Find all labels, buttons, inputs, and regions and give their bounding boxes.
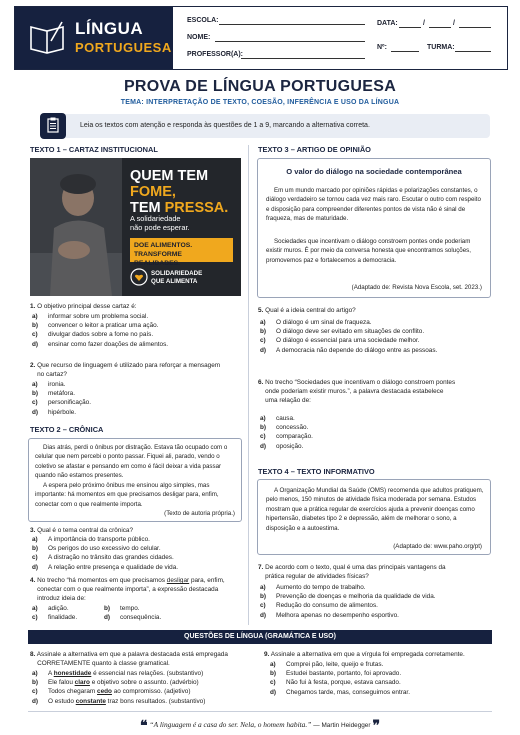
q3-options [32, 535, 242, 572]
q1-options [32, 312, 242, 349]
data-day-field[interactable] [399, 27, 421, 28]
question-6: 6. No trecho “Sociedades que incentivam o diálogo constroem pontes onde poderiam existir muros.”, a palavra destacada estabelece uma relação de: [258, 379, 456, 404]
q1-option-d[interactable]: d) ensinar como fazer doações de alimentos. [32, 340, 169, 348]
grammar-section-heading: QUESTÕES DE LÍNGUA (GRAMÁTICA E USO) [28, 630, 492, 644]
poster-photo [30, 158, 122, 296]
footer-divider [28, 711, 492, 712]
turma-label: TURMA: [427, 44, 455, 51]
q8-option-d[interactable]: d) O estudo constante traz bons resultados. (substantivo) [32, 697, 206, 705]
instruction-bar [42, 114, 490, 138]
texto3-source: (Adaptado de: Revista Nova Escola, set. 2023.) [351, 284, 482, 291]
q5-options [260, 318, 492, 355]
poster [30, 158, 241, 296]
q2-option-a[interactable]: a) ironia. [32, 381, 66, 388]
texto3-p2: Sociedades que incentivam o diálogo constroem pontes onde poderiam existir muros. É por meio da conversa honesta que encontramos soluções, promovemos paz e fortalecemos a democracia. [266, 238, 471, 264]
q7-option-a[interactable]: a) Aumento do tempo de trabalho. [260, 584, 366, 591]
q9-option-a[interactable]: a) Comprei pão, leite, queijo e frutas. [270, 661, 384, 668]
question-3: 3. Qual é o tema central da crônica? [30, 527, 134, 534]
q8-option-c[interactable]: c) Todos chegaram cedo ao compromisso. (adjetivo) [32, 688, 191, 696]
clipboard-icon [40, 113, 66, 139]
question-7: 7. De acordo com o texto, qual é uma das principais vantagens da prática regular de atividades físicas? [258, 564, 446, 580]
professor-field[interactable] [241, 58, 365, 59]
close-quote-icon: ❞ [372, 717, 380, 733]
question-9: 9. Assinale a alternativa em que a vírgula foi empregada corretamente. [264, 651, 465, 658]
q6-option-b[interactable]: b) concessão. [260, 424, 309, 432]
numero-label: Nº: [377, 44, 387, 51]
instruction-text: Leia os textos com atenção e responda às questões de 1 a 9, marcando a alternativa correta. [80, 122, 370, 129]
footer-quote [0, 717, 520, 734]
logo [15, 7, 173, 69]
q3-option-a[interactable]: a) A importância do transporte público. [32, 536, 150, 543]
texto2-source: (Texto de autoria própria.) [164, 510, 235, 517]
q2-option-b[interactable]: b) metáfora. [32, 390, 75, 398]
logo-line1: LÍNGUA [75, 19, 144, 38]
question-4: 4. No trecho “há momentos em que precisamos desligar para, enfim, conectar com o que realmente importa”, a expressão destacada introduz ideia de: [30, 577, 225, 602]
q1-option-c[interactable]: c) divulgar dados sobre a fome no país. [32, 331, 154, 339]
q4-option-d[interactable]: d) consequência. [104, 614, 162, 622]
texto1-heading: TEXTO 1 – CARTAZ INSTITUCIONAL [30, 145, 158, 154]
data-month-field[interactable] [429, 27, 451, 28]
question-1: 1. O objetivo principal desse cartaz é: [30, 303, 137, 310]
texto2-box [28, 438, 242, 522]
q5-option-a[interactable]: a) O diálogo é um sinal de fraqueza. [260, 319, 372, 326]
q2-options [32, 380, 242, 417]
page-title: PROVA DE LÍNGUA PORTUGUESA [123, 78, 397, 95]
q6-option-c[interactable]: c) comparação. [260, 433, 313, 441]
q3-option-d[interactable]: d) A relação entre presença e qualidade de vida. [32, 563, 179, 571]
escola-label: ESCOLA: [187, 17, 219, 24]
question-2: 2. Que recurso de linguagem é utilizado para reforçar a mensagem no cartaz? [30, 362, 221, 378]
q7-option-c[interactable]: c) Redução do consumo de alimentos. [260, 602, 378, 610]
quote-author: — Martin Heidegger [313, 722, 371, 729]
texto4-box [257, 479, 491, 555]
q5-option-c[interactable]: c) O diálogo é essencial para uma sociedade melhor. [260, 337, 420, 345]
texto3-p1: Em um mundo marcado por opiniões rápidas e polarizações constantes, o diálogo verdadeiro se tornou cada vez mais raro. Escutar o outro com respeito e disposição para compreender diferentes pontos de vista não é sinal de fraqueza, mas de maturidade. [266, 187, 481, 223]
texto4-p1: A Organização Mundial da Saúde (OMS) recomenda que adultos pratiquem, pelo menos, 150 minutos de atividade física moderada por semana. Estudos mostram que a prática regular de exercícios ajuda a prevenir doenças como hipertensão, diabetes tipo 2 e depressão, além de melhorar o sono, a disposição e a autoestima. [266, 487, 484, 532]
q4-option-b[interactable]: b) tempo. [104, 605, 140, 612]
book-icon [29, 19, 65, 55]
poster-callout: DOE ALIMENTOS. TRANSFORME REALIDADES. [130, 238, 233, 262]
q9-options [270, 660, 492, 697]
question-8: 8. Assinale a alternativa em que a palavra destacada está empregada CORRETAMENTE quanto à classe gramatical. [30, 651, 228, 667]
professor-label: PROFESSOR(A): [187, 51, 243, 58]
q6-option-d[interactable]: d) oposição. [260, 442, 304, 450]
column-divider [248, 145, 249, 625]
q8-option-b[interactable]: b) Ele falou claro e objetivo sobre o assunto. (advérbio) [32, 679, 199, 687]
nome-field[interactable] [215, 41, 365, 42]
q5-option-b[interactable]: b) O diálogo deve ser evitado em situações de conflito. [260, 328, 425, 336]
q3-option-b[interactable]: b) Os perigos do uso excessivo do celular. [32, 545, 161, 553]
texto3-title: O valor do diálogo na sociedade contemporânea [286, 167, 462, 176]
header: LÍNGUA PORTUGUESA ESCOLA: NOME: PROFESSOR(A): DATA: / / Nº: TURMA: [14, 6, 508, 70]
q4-option-a[interactable]: a) adição. [32, 605, 69, 612]
q2-option-d[interactable]: d) hipérbole. [32, 408, 77, 416]
logo-line2: PORTUGUESA [75, 40, 172, 55]
texto2-p2: A espera pelo próximo ônibus me ensinou algo simples, mas importante: há momentos em que precisamos desligar para, enfim, conectar com o que realmente importa. [35, 482, 219, 508]
q7-option-d[interactable]: d) Melhora apenas no desempenho esportivo. [260, 611, 399, 619]
q1-option-b[interactable]: b) convencer o leitor a praticar uma ação. [32, 322, 159, 330]
texto3-box [257, 158, 491, 298]
q5-option-d[interactable]: d) A democracia não depende do diálogo entre as pessoas. [260, 346, 438, 354]
page-subtitle: TEMA: INTERPRETAÇÃO DE TEXTO, COESÃO, INFERÊNCIA E USO DA LÍNGUA [120, 99, 400, 106]
texto3-heading: TEXTO 3 – ARTIGO DE OPINIÃO [258, 145, 371, 154]
texto2-p1: Dias atrás, perdi o ônibus por distração. Estava tão ocupado com o celular que nem percebi o ponto passar. Fiquei ali, parado, vendo o coletivo se afastar e pensando em como é fácil deixar a vida passar quando não estamos presentes. [35, 444, 228, 480]
data-year-field[interactable] [459, 27, 491, 28]
q9-option-b[interactable]: b) Estudei bastante, portanto, foi aprovado. [270, 670, 402, 678]
nome-label: NOME: [187, 34, 211, 41]
texto4-heading: TEXTO 4 – TEXTO INFORMATIVO [258, 467, 375, 476]
q8-options [32, 669, 254, 706]
q1-option-a[interactable]: a) informar sobre um problema social. [32, 313, 149, 320]
q8-option-a[interactable]: a) A honestidade é essencial nas relações. (substantivo) [32, 670, 204, 677]
poster-subtitle: A solidariedade não pode esperar. [130, 214, 190, 232]
hands-heart-icon [130, 268, 148, 286]
q6-option-a[interactable]: a) causa. [260, 415, 295, 422]
q4-option-c[interactable]: c) finalidade. [32, 614, 78, 622]
q4-options-right [104, 604, 214, 622]
turma-field[interactable] [455, 51, 491, 52]
q6-options [260, 414, 492, 451]
data-label: DATA: [377, 20, 398, 27]
texto4-source: (Adaptado de: www.paho.org/pt) [393, 543, 482, 550]
question-5: 5. Qual é a ideia central do artigo? [258, 307, 356, 314]
texto2-heading: TEXTO 2 – CRÔNICA [30, 425, 104, 434]
q7-options [260, 583, 492, 620]
open-quote-icon: ❝ [140, 717, 148, 733]
q9-option-c[interactable]: c) Não fui à festa, porque, estava cansado. [270, 679, 401, 687]
q9-option-d[interactable]: d) Chegamos tarde, mas, conseguimos entrar. [270, 688, 410, 696]
poster-headline: QUEM TEM FOME, TEM PRESSA. [130, 168, 229, 216]
poster-logo-text: SOLIDARIEDADE QUE ALIMENTA [151, 270, 203, 285]
numero-field[interactable] [391, 51, 419, 52]
q3-option-c[interactable]: c) A distração no trânsito das grandes cidades. [32, 554, 174, 562]
q2-option-c[interactable]: c) personificação. [32, 399, 91, 407]
escola-field[interactable] [219, 24, 365, 25]
q7-option-b[interactable]: b) Prevenção de doenças e melhoria da qualidade de vida. [260, 593, 436, 601]
quote-text: “A linguagem é a casa do ser. Nela, o homem habita.” [149, 720, 312, 729]
